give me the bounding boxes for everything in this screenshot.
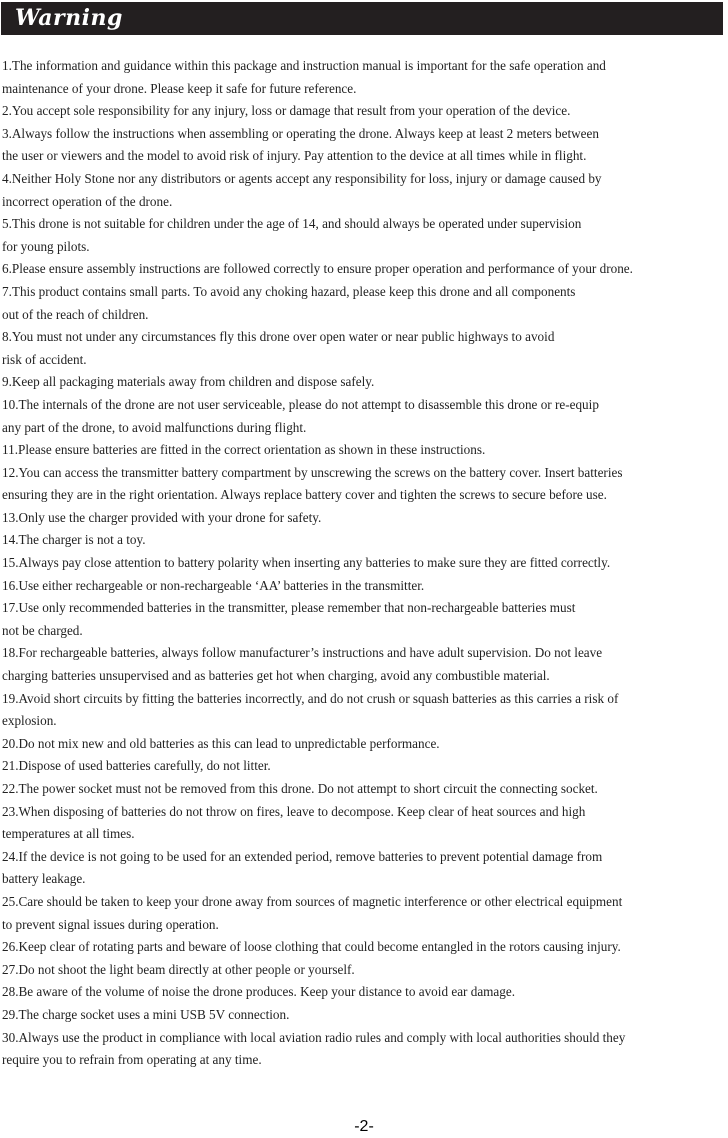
text-line: 1.The information and guidance within this package and instruction manual is important for the safe operation and [2, 58, 606, 73]
text-line: require you to refrain from operating at any time. [2, 1052, 262, 1068]
text-line: 25.Care should be taken to keep your drone away from sources of magnetic interference or other electrical equipment [2, 893, 623, 909]
text-line: 6.Please ensure assembly instructions are followed correctly to ensure proper operation and performance of your drone. [2, 261, 633, 277]
text-line: temperatures at all times. [2, 826, 135, 842]
text-line: 24.If the device is not going to be used for an extended period, remove batteries to prevent potential damage from [2, 848, 603, 864]
text-line: risk of accident. [2, 351, 87, 367]
text-line: 14.The charger is not a toy. [2, 532, 146, 548]
text-line: explosion. [2, 713, 57, 729]
text-line: 13.Only use the charger provided with your drone for safety. [2, 509, 322, 525]
text-line: 18.For rechargeable batteries, always follow manufacturer’s instructions and have adult supervision. Do not leave [2, 645, 603, 661]
warning-header-bar [1, 2, 723, 35]
text-line: any part of the drone, to avoid malfunctions during flight. [2, 419, 307, 435]
text-line: 27.Do not shoot the light beam directly at other people or yourself. [2, 961, 355, 977]
text-line: battery leakage. [2, 871, 86, 887]
warning-list [2, 55, 726, 1072]
text-line: 12.You can access the transmitter battery compartment by unscrewing the screws on the battery cover. Insert batteries [2, 464, 623, 480]
text-line: out of the reach of children. [2, 306, 149, 322]
text-line: 16.Use either rechargeable or non-rechargeable ‘AA’ batteries in the transmitter. [2, 577, 425, 593]
text-line: 17.Use only recommended batteries in the transmitter, please remember that non-rechargeable batteries must [2, 600, 576, 616]
text-line: incorrect operation of the drone. [2, 193, 173, 209]
text-line: 8.You must not under any circumstances fly this drone over open water or near public highways to avoid [2, 329, 555, 345]
text-line: 21.Dispose of used batteries carefully, do not litter. [2, 758, 271, 774]
text-line: 28.Be aware of the volume of noise the drone produces. Keep your distance to avoid ear damage. [2, 984, 516, 1000]
text-line: ensuring they are in the right orientation. Always replace battery cover and tighten the screws to secure before use. [2, 487, 607, 503]
text-line: for young pilots. [2, 238, 90, 254]
text-line: 19.Avoid short circuits by fitting the batteries incorrectly, and do not crush or squash batteries as this carries a risk of [2, 690, 619, 706]
page-number: -2- [354, 1118, 374, 1135]
text-line: 11.Please ensure batteries are fitted in the correct orientation as shown in these instructions. [2, 442, 486, 458]
text-line: the user or viewers and the model to avoid risk of injury. Pay attention to the device at all times while in flight. [2, 148, 587, 164]
text-line: 23.When disposing of batteries do not throw on fires, leave to decompose. Keep clear of heat sources and high [2, 803, 586, 819]
warning-title: Warning [15, 5, 123, 31]
text-line: 5.This drone is not suitable for children under the age of 14, and should always be operated under supervision [2, 216, 582, 232]
text-line: not be charged. [2, 622, 83, 638]
text-line: maintenance of your drone. Please keep it safe for future reference. [2, 80, 357, 96]
text-line: to prevent signal issues during operation. [2, 916, 219, 932]
text-line: 26.Keep clear of rotating parts and beware of loose clothing that could become entangled in the rotors causing injury. [2, 939, 621, 955]
text-line: 3.Always follow the instructions when assembling or operating the drone. Always keep at least 2 meters between [2, 125, 599, 141]
text-line: 29.The charge socket uses a mini USB 5V connection. [2, 1006, 290, 1022]
text-line: 9.Keep all packaging materials away from children and dispose safely. [2, 374, 375, 390]
text-line: charging batteries unsupervised and as batteries get hot when charging, avoid any combustible material. [2, 668, 550, 684]
text-line: 30.Always use the product in compliance with local aviation radio rules and comply with local authorities should they [2, 1029, 626, 1045]
text-line: 2.You accept sole responsibility for any injury, loss or damage that result from your operation of the device. [2, 103, 571, 119]
text-line: 7.This product contains small parts. To avoid any choking hazard, please keep this drone and all components [2, 283, 576, 299]
text-line: 4.Neither Holy Stone nor any distributors or agents accept any responsibility for loss, injury or damage caused by [2, 170, 602, 186]
text-line: 20.Do not mix new and old batteries as this can lead to unpredictable performance. [2, 735, 440, 751]
text-line: 15.Always pay close attention to battery polarity when inserting any batteries to make sure they are fitted correctly. [2, 555, 611, 571]
text-line: 22.The power socket must not be removed from this drone. Do not attempt to short circuit the connecting socket. [2, 781, 598, 796]
text-line: 10.The internals of the drone are not user serviceable, please do not attempt to disassemble this drone or re-equip [2, 396, 599, 412]
